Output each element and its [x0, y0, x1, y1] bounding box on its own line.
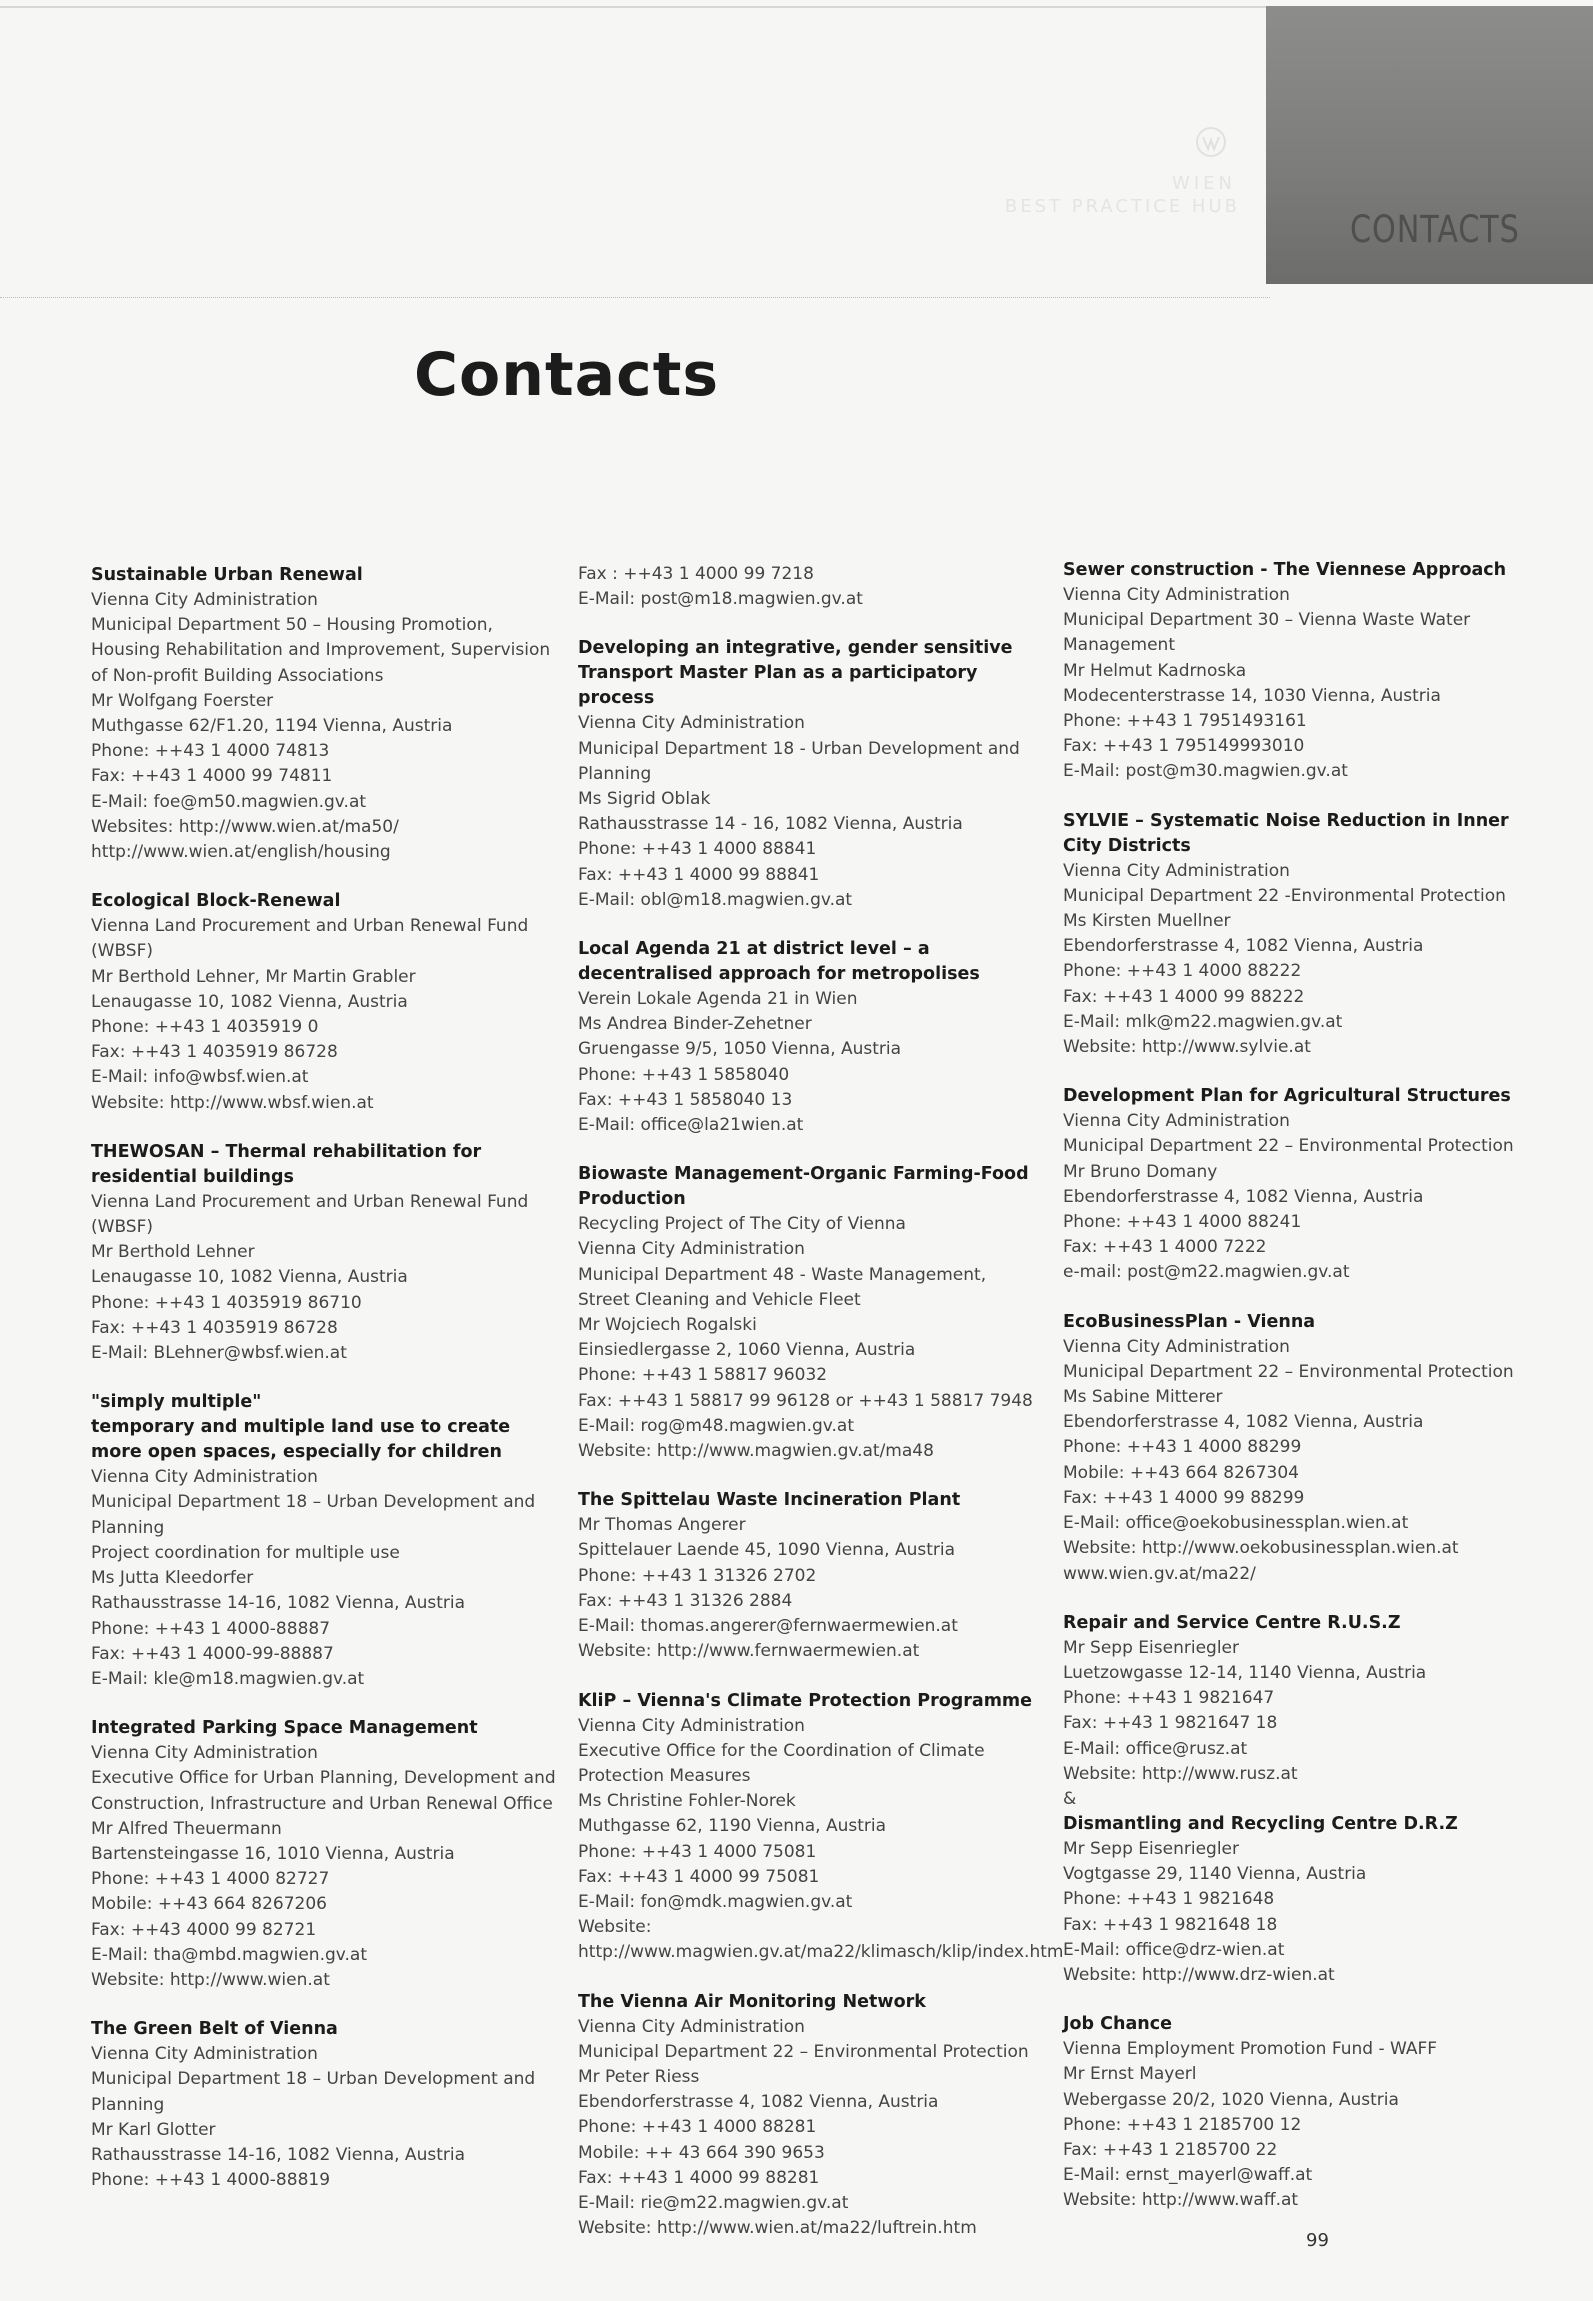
contact-detail: Mr Wolfgang Foerster [91, 690, 274, 711]
contact-entry [91, 563, 556, 865]
contact-detail: Phone: ++43 1 4000 74813 [91, 741, 330, 762]
logo-tagline: BEST PRACTICE HUB [1004, 196, 1240, 217]
contact-detail: Municipal Department 30 – Vienna Waste Water Management [1063, 610, 1471, 656]
contact-detail: E-Mail: thomas.angerer@fernwaermewien.at [578, 1616, 958, 1637]
contact-title: Development Plan for Agricultural Structures [1063, 1086, 1511, 1107]
contact-detail: Gruengasse 9/5, 1050 Vienna, Austria [578, 1039, 902, 1060]
contact-detail: Mr Sepp Eisenriegler [1063, 1838, 1239, 1859]
contact-entry [91, 1716, 556, 1993]
contact-detail: E-Mail: rog@m48.magwien.gv.at [578, 1415, 854, 1436]
contact-detail: Vienna City Administration [578, 1715, 805, 1736]
contact-detail: E-Mail: fon@mdk.magwien.gv.at [578, 1891, 853, 1912]
contact-detail: Ebendorferstrasse 4, 1082 Vienna, Austria [1063, 1186, 1424, 1207]
contact-detail: Mr Alfred Theuermann [91, 1818, 282, 1839]
contact-detail: Recycling Project of The City of Vienna [578, 1214, 906, 1235]
contacts-column-1 [91, 563, 556, 2217]
contact-entry [578, 937, 1043, 1138]
contact-detail: Vienna City Administration [91, 2044, 318, 2065]
contact-title: The Spittelau Waste Incineration Plant [578, 1490, 961, 1511]
contact-detail: Fax: ++43 1 4000 99 74811 [91, 766, 333, 787]
contact-detail: E-Mail: mlk@m22.magwien.gv.at [1063, 1011, 1343, 1032]
contact-detail: Website: http://www.magwien.gv.at/ma22/klimasch/klip/index.htm [578, 1917, 1064, 1963]
contact-detail: Phone: ++43 1 4000-88887 [91, 1618, 331, 1639]
contact-separator: & [1063, 1788, 1077, 1809]
contact-detail: Ms Christine Fohler-Norek [578, 1791, 796, 1812]
contact-detail: Ebendorferstrasse 4, 1082 Vienna, Austria [1063, 936, 1424, 957]
contact-title: KliP – Vienna's Climate Protection Programme [578, 1690, 1033, 1711]
contact-detail: E-Mail: office@oekobusinessplan.wien.at [1063, 1513, 1409, 1534]
contact-detail: Vienna City Administration [578, 2016, 805, 2037]
contact-detail: Vienna City Administration [91, 1467, 318, 1488]
contact-detail: Phone: ++43 1 7951493161 [1063, 711, 1307, 732]
contact-detail: Fax: ++43 1 4000 99 88281 [578, 2167, 820, 2188]
contact-detail: Bartensteingasse 16, 1010 Vienna, Austria [91, 1843, 455, 1864]
contact-detail: Modecenterstrasse 14, 1030 Vienna, Austria [1063, 685, 1441, 706]
contacts-column-2 [578, 562, 1064, 2265]
contact-detail: E-Mail: office@la21wien.at [578, 1115, 804, 1136]
contact-title: The Green Belt of Vienna [91, 2019, 338, 2040]
hub-logo [1004, 125, 1240, 225]
contact-detail: Vienna Employment Promotion Fund - WAFF [1063, 2039, 1438, 2060]
contact-entry [91, 1140, 556, 1366]
contact-detail: E-Mail: kle@m18.magwien.gv.at [91, 1668, 365, 1689]
contact-detail: Mobile: ++ 43 664 390 9653 [578, 2142, 825, 2163]
contact-detail: Vienna City Administration [91, 590, 318, 610]
contact-detail: Mr Karl Glotter [91, 2119, 216, 2140]
contact-title: Sustainable Urban Renewal [91, 565, 363, 585]
contact-detail: Mr Berthold Lehner, Mr Martin Grabler [91, 966, 416, 987]
contact-title: Developing an integrative, gender sensitive Transport Master Plan as a participatory process [578, 638, 1013, 709]
contact-detail: Executive Office for Urban Planning, Development and Construction, Infrastructure and Urban Renewal Office [91, 1768, 556, 1814]
contact-detail: Luetzowgasse 12-14, 1140 Vienna, Austria [1063, 1662, 1427, 1683]
contact-title: Repair and Service Centre R.U.S.Z [1063, 1612, 1401, 1633]
contact-detail: Verein Lokale Agenda 21 in Wien [578, 989, 858, 1010]
contact-detail: E-Mail: ernst_mayerl@waff.at [1063, 2165, 1313, 2186]
contact-detail: E-Mail: post@m18.magwien.gv.at [578, 589, 863, 610]
contact-detail: Vienna City Administration [91, 1743, 318, 1764]
contact-detail: Ms Sigrid Oblak [578, 789, 711, 810]
contact-detail: Vienna City Administration [578, 713, 805, 734]
contact-entry [578, 562, 1043, 612]
contact-title: SYLVIE – Systematic Noise Reduction in Inner City Districts [1063, 810, 1509, 856]
contact-detail: Phone: ++43 1 4000 88299 [1063, 1437, 1302, 1458]
contact-detail: Fax: ++43 1 31326 2884 [578, 1590, 793, 1611]
contact-detail: Vienna City Administration [1063, 1336, 1290, 1357]
contact-detail: www.wien.gv.at/ma22/ [1063, 1563, 1256, 1584]
contact-detail: Fax: ++43 1 4000-99-88887 [91, 1643, 334, 1664]
contact-detail: E-Mail: office@drz-wien.at [1063, 1939, 1285, 1960]
contact-detail: Fax: ++43 1 4035919 86728 [91, 1317, 338, 1338]
contact-title: Biowaste Management-Organic Farming-Food Production [578, 1164, 1029, 1210]
contact-detail: Mr Bruno Domany [1063, 1161, 1218, 1182]
contact-detail: Ebendorferstrasse 4, 1082 Vienna, Austria [578, 2092, 939, 2113]
contact-detail: Ms Andrea Binder-Zehetner [578, 1014, 812, 1035]
contact-detail: Rathausstrasse 14 - 16, 1082 Vienna, Austria [578, 814, 963, 835]
contact-detail: Vienna Land Procurement and Urban Renewal Fund (WBSF) [91, 916, 529, 962]
contact-detail: Phone: ++43 1 9821648 [1063, 1889, 1275, 1910]
contact-detail: Fax: ++43 1 4000 7222 [1063, 1237, 1267, 1258]
contact-detail: Phone: ++43 1 4035919 86710 [91, 1292, 362, 1313]
contact-detail: Fax: ++43 1 9821647 18 [1063, 1713, 1278, 1734]
contact-detail: Website: http://www.waff.at [1063, 2190, 1299, 2211]
contact-entry [578, 636, 1043, 913]
contact-detail: Mobile: ++43 664 8267304 [1063, 1462, 1299, 1483]
contact-detail: Fax: ++43 1 9821648 18 [1063, 1914, 1278, 1935]
contact-detail: Fax: ++43 1 58817 99 96128 or ++43 1 58817 7948 [578, 1390, 1033, 1411]
contact-detail: Executive Office for the Coordination of Climate Protection Measures [578, 1740, 985, 1786]
contact-detail: Fax: ++43 1 4000 99 88222 [1063, 986, 1305, 1007]
contact-detail: Phone: ++43 1 2185700 12 [1063, 2114, 1302, 2135]
contact-detail: E-Mail: foe@m50.magwien.gv.at [91, 791, 367, 812]
contacts-column-3 [1063, 558, 1528, 2238]
contact-detail: Website: http://www.oekobusinessplan.wien.at [1063, 1538, 1459, 1559]
wien-best-practice-hub-logo-icon [1194, 125, 1228, 159]
contact-detail: Websites: http://www.wien.at/ma50/ [91, 816, 399, 837]
contact-detail: Phone: ++43 1 58817 96032 [578, 1365, 828, 1386]
contact-detail: Rathausstrasse 14-16, 1082 Vienna, Austria [91, 1593, 465, 1614]
contact-detail: E-Mail: BLehner@wbsf.wien.at [91, 1343, 347, 1364]
contact-detail: Fax: ++43 1 4035919 86728 [91, 1042, 338, 1063]
contact-detail: Phone: ++43 1 4035919 0 [91, 1017, 319, 1038]
contact-detail: Mr Peter Riess [578, 2066, 700, 2087]
contact-detail: Phone: ++43 1 4000 88841 [578, 839, 817, 860]
contact-detail: Municipal Department 22 – Environmental Protection [578, 2041, 1029, 2062]
contact-detail: Municipal Department 22 – Environmental Protection [1063, 1136, 1514, 1157]
contact-detail: Fax: ++43 1 2185700 22 [1063, 2139, 1278, 2160]
contact-detail: Mr Wojciech Rogalski [578, 1315, 757, 1336]
contact-detail: Webergasse 20/2, 1020 Vienna, Austria [1063, 2089, 1399, 2110]
contact-detail: Phone: ++43 1 31326 2702 [578, 1565, 817, 1586]
contact-detail: Website: http://www.fernwaermewien.at [578, 1641, 920, 1662]
contact-title: Job Chance [1063, 2014, 1172, 2035]
contact-detail: Vienna City Administration [1063, 860, 1290, 881]
contact-detail: Fax: ++43 1 4000 99 88299 [1063, 1487, 1305, 1508]
contact-detail: E-Mail: info@wbsf.wien.at [91, 1067, 309, 1088]
contact-detail: Municipal Department 18 - Urban Development and Planning [578, 738, 1020, 784]
contact-title: "simply multiple" [91, 1392, 262, 1413]
contact-entry [1063, 1084, 1528, 1285]
contact-detail: e-mail: post@m22.magwien.gv.at [1063, 1262, 1350, 1283]
contact-detail: Phone: ++43 1 4000 88281 [578, 2117, 817, 2138]
contact-detail: Website: http://www.sylvie.at [1063, 1037, 1311, 1058]
contact-detail: Website: http://www.wien.at [91, 1969, 330, 1990]
contact-detail: E-Mail: tha@mbd.magwien.gv.at [91, 1944, 367, 1965]
contact-detail: Phone: ++43 1 9821647 [1063, 1688, 1275, 1709]
contact-detail: E-Mail: rie@m22.magwien.gv.at [578, 2192, 849, 2213]
contact-detail: Municipal Department 18 – Urban Development and Planning [91, 1492, 536, 1538]
contact-title: Dismantling and Recycling Centre D.R.Z [1063, 1813, 1458, 1834]
contact-detail: Website: http://www.magwien.gv.at/ma48 [578, 1441, 934, 1462]
header-divider [0, 297, 1270, 298]
page-number: 99 [1306, 2230, 1329, 2251]
contact-detail: Fax: ++43 4000 99 82721 [91, 1919, 317, 1940]
contact-detail: Vogtgasse 29, 1140 Vienna, Austria [1063, 1864, 1367, 1885]
contact-title: EcoBusinessPlan - Vienna [1063, 1311, 1316, 1332]
contact-detail: Phone: ++43 1 4000 88222 [1063, 961, 1302, 982]
contact-entry [91, 2017, 556, 2193]
contact-detail: Fax : ++43 1 4000 99 7218 [578, 564, 814, 584]
contact-entry [578, 1689, 1064, 1966]
contact-detail: Phone: ++43 1 4000 75081 [578, 1841, 817, 1862]
contact-entry [578, 1488, 1043, 1664]
contact-title: The Vienna Air Monitoring Network [578, 1991, 926, 2012]
contact-detail: http://www.wien.at/english/housing [91, 842, 391, 863]
contact-detail: Mr Sepp Eisenriegler [1063, 1637, 1239, 1658]
contact-detail: Phone: ++43 1 4000 88241 [1063, 1212, 1302, 1233]
contact-detail: Vienna City Administration [1063, 1111, 1290, 1132]
contact-detail: Project coordination for multiple use [91, 1542, 400, 1563]
contact-detail: Mobile: ++43 664 8267206 [91, 1894, 327, 1915]
contact-title: Sewer construction - The Viennese Approach [1063, 560, 1507, 580]
contact-detail: Website: http://www.rusz.at [1063, 1763, 1298, 1784]
page-title: Contacts [414, 340, 720, 410]
contact-entry [1063, 809, 1528, 1061]
contact-title: THEWOSAN – Thermal rehabilitation for residential buildings [91, 1141, 482, 1187]
contact-detail: Ms Sabine Mitterer [1063, 1387, 1223, 1408]
contact-detail: Mr Helmut Kadrnoska [1063, 660, 1247, 681]
contact-entry [578, 1990, 1043, 2242]
contact-detail: E-Mail: office@rusz.at [1063, 1738, 1248, 1759]
contact-detail: Municipal Department 22 – Environmental Protection [1063, 1361, 1514, 1382]
contact-entry [578, 1162, 1043, 1464]
contact-detail: Lenaugasse 10, 1082 Vienna, Austria [91, 991, 408, 1012]
contact-detail: Mr Thomas Angerer [578, 1515, 746, 1536]
logo-city: WIEN [1172, 173, 1236, 194]
contact-detail: Phone: ++43 1 5858040 [578, 1064, 790, 1085]
contact-detail: Vienna City Administration [578, 1239, 805, 1260]
contact-entry [1063, 1611, 1528, 1988]
contact-detail: Fax: ++43 1 795149993010 [1063, 736, 1305, 757]
contact-detail: Muthgasse 62/F1.20, 1194 Vienna, Austria [91, 716, 453, 737]
contact-detail: Vienna Land Procurement and Urban Renewal Fund (WBSF) [91, 1191, 529, 1238]
contact-entry [1063, 558, 1528, 785]
contact-entry [91, 889, 556, 1116]
contact-detail: Phone: ++43 1 4000-88819 [91, 2170, 331, 2191]
contact-detail: E-Mail: post@m30.magwien.gv.at [1063, 761, 1348, 782]
contact-detail: Municipal Department 18 – Urban Development and Planning [91, 2069, 536, 2115]
contact-detail: Spittelauer Laende 45, 1090 Vienna, Austria [578, 1540, 956, 1561]
contact-detail: Website: http://www.drz-wien.at [1063, 1964, 1335, 1985]
contact-title: Ecological Block-Renewal [91, 891, 341, 912]
contact-detail: E-Mail: obl@m18.magwien.gv.at [578, 889, 853, 910]
contact-entry [1063, 1310, 1528, 1587]
contact-detail: Ebendorferstrasse 4, 1082 Vienna, Austria [1063, 1412, 1424, 1433]
contact-detail: Fax: ++43 1 4000 99 88841 [578, 864, 820, 885]
contact-entry [91, 1390, 556, 1692]
contact-detail: Lenaugasse 10, 1082 Vienna, Austria [91, 1267, 408, 1288]
contact-detail: Vienna City Administration [1063, 585, 1290, 605]
contact-detail: Ms Kirsten Muellner [1063, 911, 1231, 932]
contact-detail: Einsiedlergasse 2, 1060 Vienna, Austria [578, 1340, 916, 1361]
contact-detail: Rathausstrasse 14-16, 1082 Vienna, Austria [91, 2144, 465, 2165]
contact-detail: Mr Berthold Lehner [91, 1242, 255, 1263]
contact-detail: Website: http://www.wien.at/ma22/luftrein.htm [578, 2218, 977, 2239]
contact-detail: Mr Ernst Mayerl [1063, 2064, 1197, 2085]
contact-detail: Municipal Department 22 -Environmental Protection [1063, 885, 1506, 906]
contact-detail: Muthgasse 62, 1190 Vienna, Austria [578, 1816, 887, 1837]
section-tab-label: CONTACTS [1350, 208, 1520, 251]
contact-detail: Phone: ++43 1 4000 82727 [91, 1869, 330, 1890]
contact-detail: Ms Jutta Kleedorfer [91, 1568, 254, 1589]
contact-detail: Website: http://www.wbsf.wien.at [91, 1092, 374, 1113]
contact-title: Local Agenda 21 at district level – a decentralised approach for metropolises [578, 939, 980, 985]
contact-title: temporary and multiple land use to create more open spaces, especially for children [91, 1417, 511, 1463]
contact-detail: Municipal Department 48 - Waste Management, Street Cleaning and Vehicle Fleet [578, 1264, 987, 1310]
contact-detail: Municipal Department 50 – Housing Promotion, Housing Rehabilitation and Improvement, Supervision of Non-profit Building Associations [91, 615, 551, 686]
contact-detail: Fax: ++43 1 4000 99 75081 [578, 1866, 820, 1887]
contact-title: Integrated Parking Space Management [91, 1718, 478, 1739]
contact-entry [1063, 2012, 1528, 2213]
contact-detail: Fax: ++43 1 5858040 13 [578, 1089, 793, 1110]
